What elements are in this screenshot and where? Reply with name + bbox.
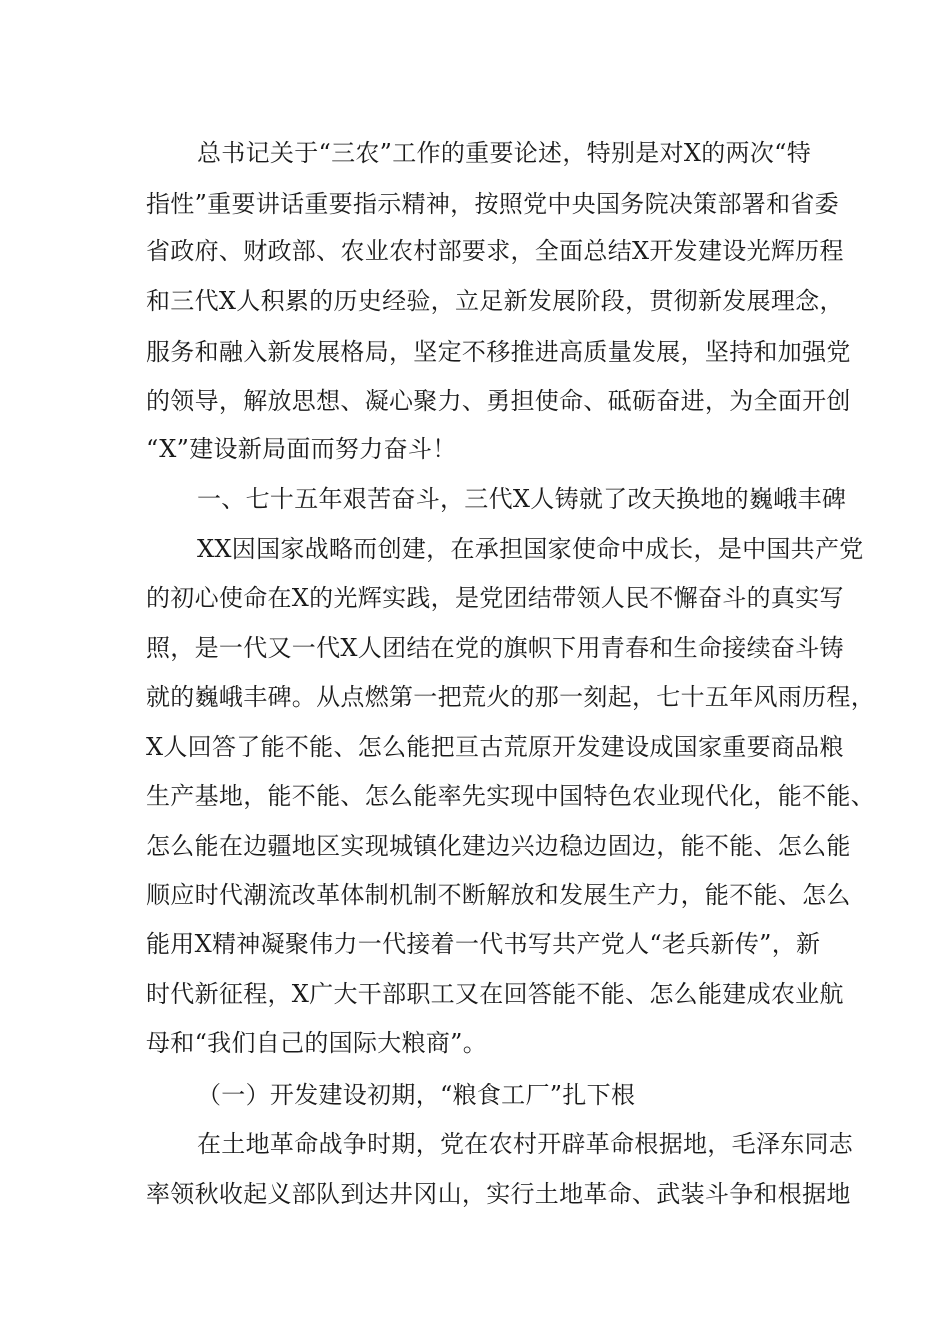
paragraph-line: X人回答了能不能、怎么能把亘古荒原开发建设成国家重要商品粮 (146, 733, 844, 761)
section-heading: 一、七十五年艰苦奋斗，三代X人铸就了改天换地的巍峨丰碑 (197, 485, 847, 513)
paragraph-line: “X”建设新局面而努力奋斗！ (146, 435, 457, 463)
paragraph-line: 的领导，解放思想、凝心聚力、勇担使命、砥砺奋进，为全面开创 (146, 387, 851, 415)
paragraph-line: 母和“我们自己的国际大粮商”。 (146, 1029, 488, 1057)
paragraph-line: 就的巍峨丰碑。从点燃第一把荒火的那一刻起，七十五年风雨历程， (146, 683, 875, 711)
paragraph-line: 生产基地，能不能、怎么能率先实现中国特色农业现代化，能不能、 (146, 782, 875, 810)
paragraph-line: 时代新征程，X广大干部职工又在回答能不能、怎么能建成农业航 (146, 980, 844, 1008)
paragraph-line: 率领秋收起义部队到达井冈山，实行土地革命、武装斗争和根据地 (146, 1180, 851, 1208)
paragraph-line: 省政府、财政部、农业农村部要求，全面总结X开发建设光辉历程 (146, 237, 844, 265)
paragraph-line: 服务和融入新发展格局，坚定不移推进高质量发展，坚持和加强党 (146, 338, 851, 366)
paragraph-line: 在土地革命战争时期，党在农村开辟革命根据地，毛泽东同志 (197, 1130, 854, 1158)
paragraph-line: 和三代X人积累的历史经验，立足新发展阶段，贯彻新发展理念， (146, 287, 844, 315)
paragraph-line: XX因国家战略而创建，在承担国家使命中成长，是中国共产党 (197, 535, 864, 563)
paragraph-line: 的初心使命在X的光辉实践，是党团结带领人民不懈奋斗的真实写 (146, 584, 844, 612)
paragraph-line: 顺应时代潮流改革体制机制不断解放和发展生产力，能不能、怎么 (146, 881, 851, 909)
paragraph-line: 怎么能在边疆地区实现城镇化建边兴边稳边固边，能不能、怎么能 (146, 832, 851, 860)
paragraph-line: 照，是一代又一代X人团结在党的旗帜下用青春和生命接续奋斗铸 (146, 634, 844, 662)
subsection-heading: （一）开发建设初期，“粮食工厂”扎下根 (197, 1081, 636, 1109)
paragraph-line: 能用X精神凝聚伟力一代接着一代书写共产党人“老兵新传”，新 (146, 930, 821, 958)
paragraph-line: 指性”重要讲话重要指示精神，按照党中央国务院决策部署和省委 (146, 190, 839, 218)
paragraph-line: 总书记关于“三农”工作的重要论述，特别是对X的两次“特 (197, 139, 811, 167)
